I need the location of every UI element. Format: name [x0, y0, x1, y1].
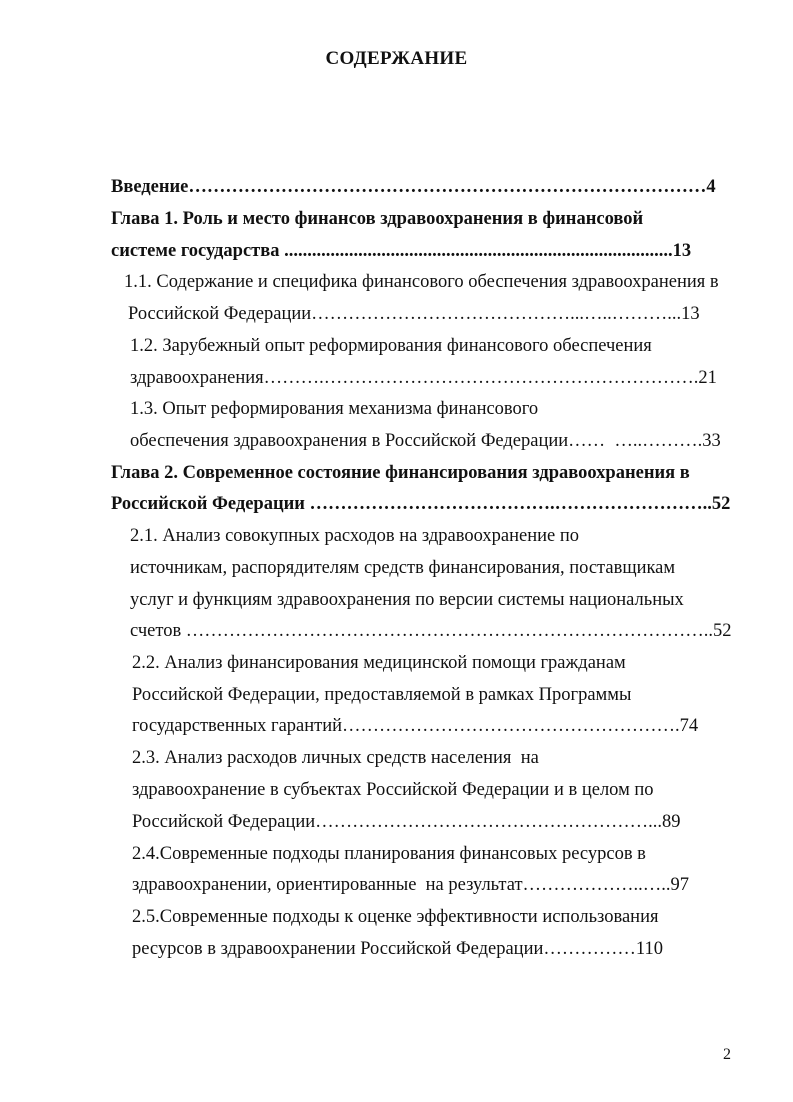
toc-entry-chapter-2-continued: Российской Федерации ………………………………….……………………..52	[111, 494, 731, 514]
toc-entry-2-1-continued-3: счетов …………………………………………………………………………..52	[130, 621, 732, 641]
toc-entry-2-1: 2.1. Анализ совокупных расходов на здравоохранение по	[130, 526, 580, 546]
toc-entry-1-1-continued: Российской Федерации……………………………………...…..………...13	[128, 304, 700, 324]
page-number: 2	[723, 1046, 731, 1063]
toc-entry-2-3-continued-1: здравоохранение в субъектах Российской Федерации и в целом по	[132, 780, 654, 800]
page-title: СОДЕРЖАНИЕ	[325, 48, 468, 69]
toc-entry-2-3: 2.3. Анализ расходов личных средств населения на	[132, 748, 539, 768]
toc-entry-1-2: 1.2. Зарубежный опыт реформирования финансового обеспечения	[130, 336, 652, 356]
toc-entry-1-3-continued: обеспечения здравоохранения в Российской Федерации…… …..……….33	[130, 431, 721, 451]
toc-entry-2-2-continued-2: государственных гарантий……………………………………………….74	[132, 716, 699, 736]
toc-entry-2-1-continued-1: источникам, распорядителям средств финансирования, поставщикам	[130, 558, 676, 578]
toc-entry-2-3-continued-2: Российской Федерации………………………………………………...89	[132, 812, 681, 832]
toc-entry-2-1-continued-2: услуг и функциям здравоохранения по версии системы национальных	[130, 590, 684, 610]
toc-entry-chapter-1: Глава 1. Роль и место финансов здравоохранения в финансовой	[111, 209, 644, 229]
toc-entry-1-3: 1.3. Опыт реформирования механизма финансового	[130, 399, 539, 419]
toc-entry-2-5: 2.5.Современные подходы к оценке эффективности использования	[132, 907, 659, 927]
toc-entry-2-2-continued-1: Российской Федерации, предоставляемой в рамках Программы	[132, 685, 632, 705]
toc-entry-1-2-continued: здравоохранения……….…………………………………………………….21	[130, 368, 717, 388]
toc-entry-2-5-continued: ресурсов в здравоохранении Российской Федерации……………110	[132, 939, 663, 959]
toc-entry-2-4-continued: здравоохранении, ориентированные на результат………………..…..97	[132, 875, 690, 895]
toc-entry-2-2: 2.2. Анализ финансирования медицинской помощи гражданам	[132, 653, 626, 673]
toc-entry-chapter-1-continued: системе государства ....................................................................................13	[111, 241, 692, 261]
toc-entry-1-1: 1.1. Содержание и специфика финансового обеспечения здравоохранения в	[124, 272, 719, 292]
toc-entry-2-4: 2.4.Современные подходы планирования финансовых ресурсов в	[132, 844, 646, 864]
toc-entry-chapter-2: Глава 2. Современное состояние финансирования здравоохранения в	[111, 463, 690, 483]
toc-entry-intro: Введение…………………………………………………………………………4	[111, 177, 716, 197]
